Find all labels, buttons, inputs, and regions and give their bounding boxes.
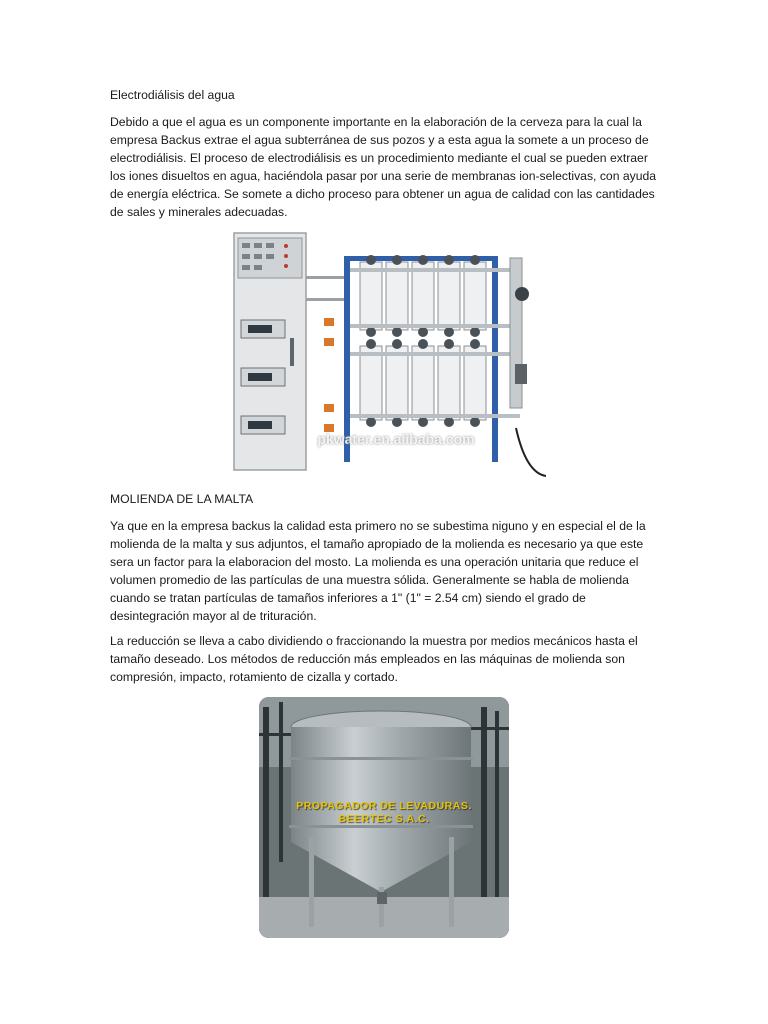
image-watermark: pkwater.en.alibaba.com [317, 431, 475, 447]
tank-caption-line2: BEERTEC S.A.C. [338, 813, 430, 825]
yeast-propagator-tank-image [259, 697, 509, 938]
paragraph-molienda-1: Ya que en la empresa backus la calidad esta primero no se subestima niguno y en especial el de la molienda de la malta y sus adjuntos, el tamaño apropiado de la molienda es necesario ya que este sera un factor para la elaboracion del mosto. La molienda es una operación unitaria que reduce el volumen promedio de las partículas de una muestra sólida. Generalmente se habla de molienda cuando se tratan partículas de tamaños inferiores a 1" (1" = 2.54 cm) siendo el grado de desintegración mayor al de trituración. [110, 519, 646, 623]
tank-caption-line1: PROPAGADOR DE LEVADURAS. [296, 800, 472, 812]
electrodialysis-equipment-image [226, 228, 546, 480]
paragraph-electrodialisis: Debido a que el agua es un componente importante en la elaboración de la cerveza para la cual la empresa Backus extrae el agua subterránea de sus pozos y a esta agua la somete a un proceso de electrodiálisis. El proceso de electrodiálisis es un procedimiento mediante el cual se pueden extraer los iones disueltos en agua, haciéndola pasar por una serie de membranas ion-selectivas, con ayuda de energía eléctrica. Se somete a dicho proceso para obtener un agua de calidad con las cantidades de sales y minerales adecuadas. [110, 115, 657, 219]
section-title-molienda: MOLIENDA DE LA MALTA [110, 492, 254, 506]
paragraph-molienda-2: La reducción se lleva a cabo dividiendo o fraccionando la muestra por medios mecánicos hasta el tamaño deseado. Los métodos de reducción más empleados en las máquinas de molienda son compresión, impacto, rotamiento de cizalla y cortado. [110, 634, 638, 684]
section-title-electrodialisis: Electrodiálisis del agua [110, 88, 235, 102]
